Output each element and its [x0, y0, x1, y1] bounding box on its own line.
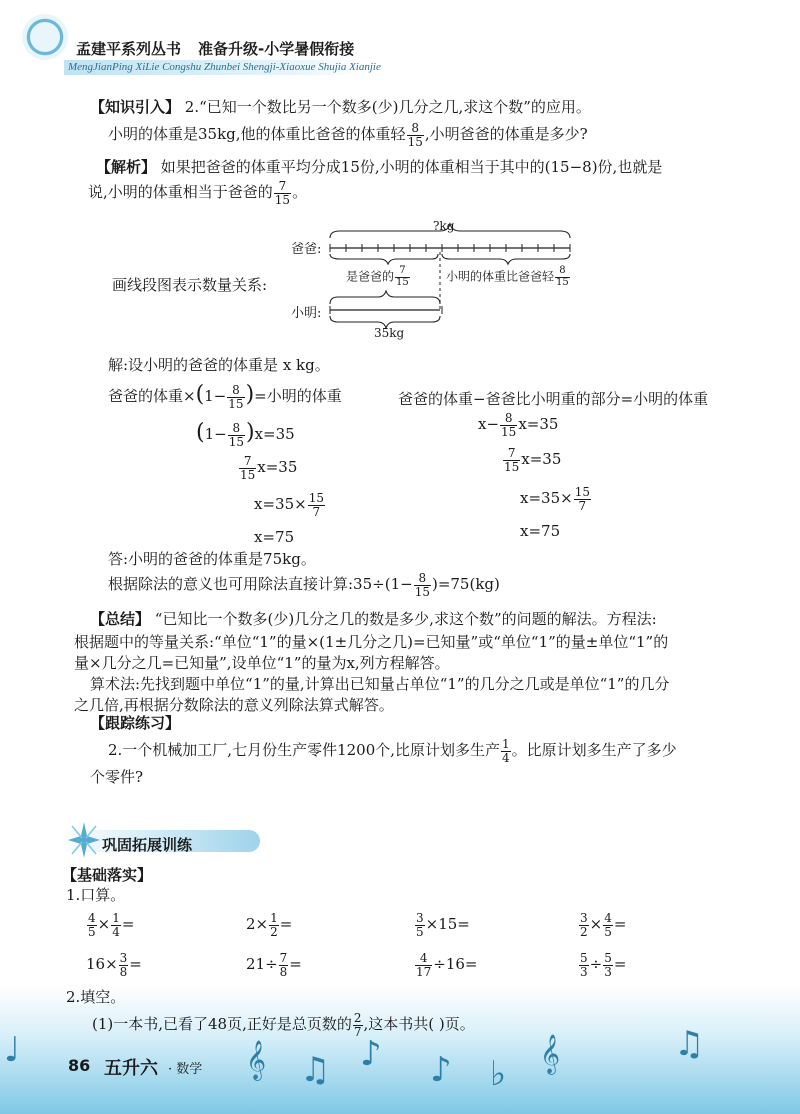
- solution-setup: 解:设小明的爸爸的体重是 x kg。: [108, 356, 330, 374]
- problem-text-a: 小明的体重是35kg,他的体重比爸爸的体重轻: [108, 125, 406, 144]
- right-step-4: x=75: [520, 522, 561, 540]
- problem-text-b: ,小明爸爸的体重是多少?: [424, 125, 588, 144]
- dad-label: 爸爸:: [291, 242, 322, 257]
- son-segment-ticks: [330, 306, 442, 314]
- right-equation-header: 爸爸的体重−爸爸比小明重的部分=小明的体重: [398, 390, 709, 408]
- son-label: 小明:: [291, 306, 322, 321]
- music-note-icon: ♫: [674, 1024, 705, 1064]
- son-weight-label: 35kg: [374, 326, 405, 340]
- arith-6: 21÷ $\frac{7}{8}$ =: [246, 951, 302, 979]
- series-title: 孟建平系列丛书: [76, 40, 182, 58]
- book-title: 准备升级-小学暑假衔接: [198, 40, 355, 58]
- summary-line2: 根据题中的等量关系:“单位“1”的量×(1±几分之几)=已知量”或“单位“1”的量±单位“1”的: [74, 633, 669, 651]
- question-1: 1.口算。: [66, 886, 126, 904]
- question-2: 2.填空。: [66, 988, 126, 1006]
- knowledge-label: 【知识引入】: [90, 98, 181, 116]
- music-note-icon: ♪: [430, 1050, 452, 1090]
- page-number: 86: [68, 1056, 91, 1075]
- problem-fraction: $\frac{8}{15}$: [407, 121, 423, 149]
- right-step-2: $\frac{7}{15}$ x=35: [504, 446, 562, 474]
- header-pinyin: MengJianPing XiLie Congshu Zhunbei Shengji-Xiaoxue Shujia Xianjie: [68, 61, 381, 73]
- solution-answer: 答:小明的爸爸的体重是75kg。: [108, 550, 316, 568]
- right-step-3: x=35× $\frac{15}{7}$: [520, 485, 590, 513]
- treble-clef-icon: 𝄞: [246, 1040, 267, 1080]
- total-label: ?kg: [433, 219, 455, 233]
- analysis-line2: [88, 180, 307, 206]
- analysis-text-2b: 。: [292, 183, 308, 202]
- arith-8: $\frac{5}{3}$ ÷ $\frac{5}{3}$ =: [580, 951, 627, 979]
- dad-segment-ticks: [330, 244, 570, 252]
- flat-sign-icon: ♭: [490, 1054, 507, 1094]
- summary-line3: 量×几分之几=已知量”,设单位“1”的量为x,列方程解答。: [74, 654, 450, 672]
- training-title: 巩固拓展训练: [102, 836, 193, 854]
- practice-line1: 2.一个机械加工厂,七月份生产零件1200个,比原计划多生产 $\frac{1}{4}$ 。比原计划多生产了多少: [108, 737, 677, 765]
- fill-question-1: (1)一本书,已看了48页,正好是总页数的 $\frac{2}{7}$ ,这本书共( )页。: [92, 1011, 475, 1039]
- left-step-3: x=35× $\frac{15}{7}$: [254, 491, 324, 519]
- arith-1: $\frac{4}{5}$ × $\frac{1}{4}$ =: [88, 911, 135, 939]
- music-note-icon: ♩: [4, 1030, 21, 1070]
- summary-line5: 之几倍,再根据分数除法的意义列除法算式解答。: [74, 696, 394, 714]
- analysis-text-2a: 说,小明的体重相当于爸爸的: [88, 183, 273, 202]
- right-part-label: 小明的体重比爸爸轻 $\frac{8}{15}$: [446, 265, 569, 288]
- practice-label: 【跟踪练习】: [90, 714, 181, 732]
- summary-line1: 【总结】 “已知比一个数多(少)几分之几的数是多少,求这个数”的问题的解法。方程法:: [90, 610, 657, 628]
- direct-calculation: 根据除法的意义也可用除法直接计算:35÷(1− $\frac{8}{15}$ )=75(kg): [108, 571, 500, 599]
- left-equation-header: 爸爸的体重×(1− $\frac{8}{15}$ )=小明的体重: [108, 382, 342, 411]
- grade-label: 五升六: [104, 1058, 158, 1079]
- knowledge-text: 2.“已知一个数比另一个数多(少)几分之几,求这个数”的应用。: [184, 98, 591, 116]
- diagram-caption: 画线段图表示数量关系:: [112, 276, 268, 294]
- practice-line2: 个零件?: [90, 768, 144, 786]
- left-part-label: 是爸爸的 $\frac{7}{15}$: [346, 265, 409, 288]
- dad-right-brace: [442, 254, 570, 264]
- arith-4: $\frac{3}{2}$ × $\frac{4}{5}$ =: [580, 911, 627, 939]
- knowledge-line: [90, 96, 591, 117]
- left-step-1: (1− $\frac{8}{15}$ )x=35: [196, 420, 295, 449]
- publisher-logo: [22, 14, 68, 60]
- analysis-line1: [96, 156, 662, 177]
- sparkle-icon: [66, 820, 102, 860]
- summary-line4: 算术法:先找到题中单位“1”的量,计算出已知量占单位“1”的几分之几或是单位“1”的几分: [90, 675, 670, 693]
- left-step-4: x=75: [254, 528, 295, 546]
- treble-clef-icon: 𝄞: [540, 1034, 561, 1074]
- analysis-label: 【解析】: [96, 158, 157, 176]
- music-note-icon: ♪: [360, 1034, 382, 1074]
- left-step-2: $\frac{7}{15}$ x=35: [240, 454, 298, 482]
- arith-2: 2× $\frac{1}{2}$ =: [246, 911, 293, 939]
- music-note-icon: ♫: [300, 1050, 331, 1090]
- dad-left-brace: [330, 254, 438, 264]
- son-top-brace: [330, 291, 440, 304]
- arith-3: $\frac{3}{5}$ ×15=: [416, 911, 470, 939]
- problem-line: [108, 122, 588, 148]
- subject-label: · 数学: [168, 1062, 203, 1077]
- analysis-text-1: 如果把爸爸的体重平均分成15份,小明的体重相当于其中的(15−8)份,也就是: [160, 158, 663, 176]
- summary-label: 【总结】: [90, 610, 151, 628]
- arith-5: 16× $\frac{3}{8}$ =: [86, 951, 142, 979]
- basic-label: 【基础落实】: [62, 866, 153, 884]
- analysis-fraction: $\frac{7}{15}$: [274, 179, 291, 207]
- right-step-1: x− $\frac{8}{15}$ x=35: [478, 411, 559, 439]
- arith-7: $\frac{4}{17}$ ÷16=: [416, 951, 478, 979]
